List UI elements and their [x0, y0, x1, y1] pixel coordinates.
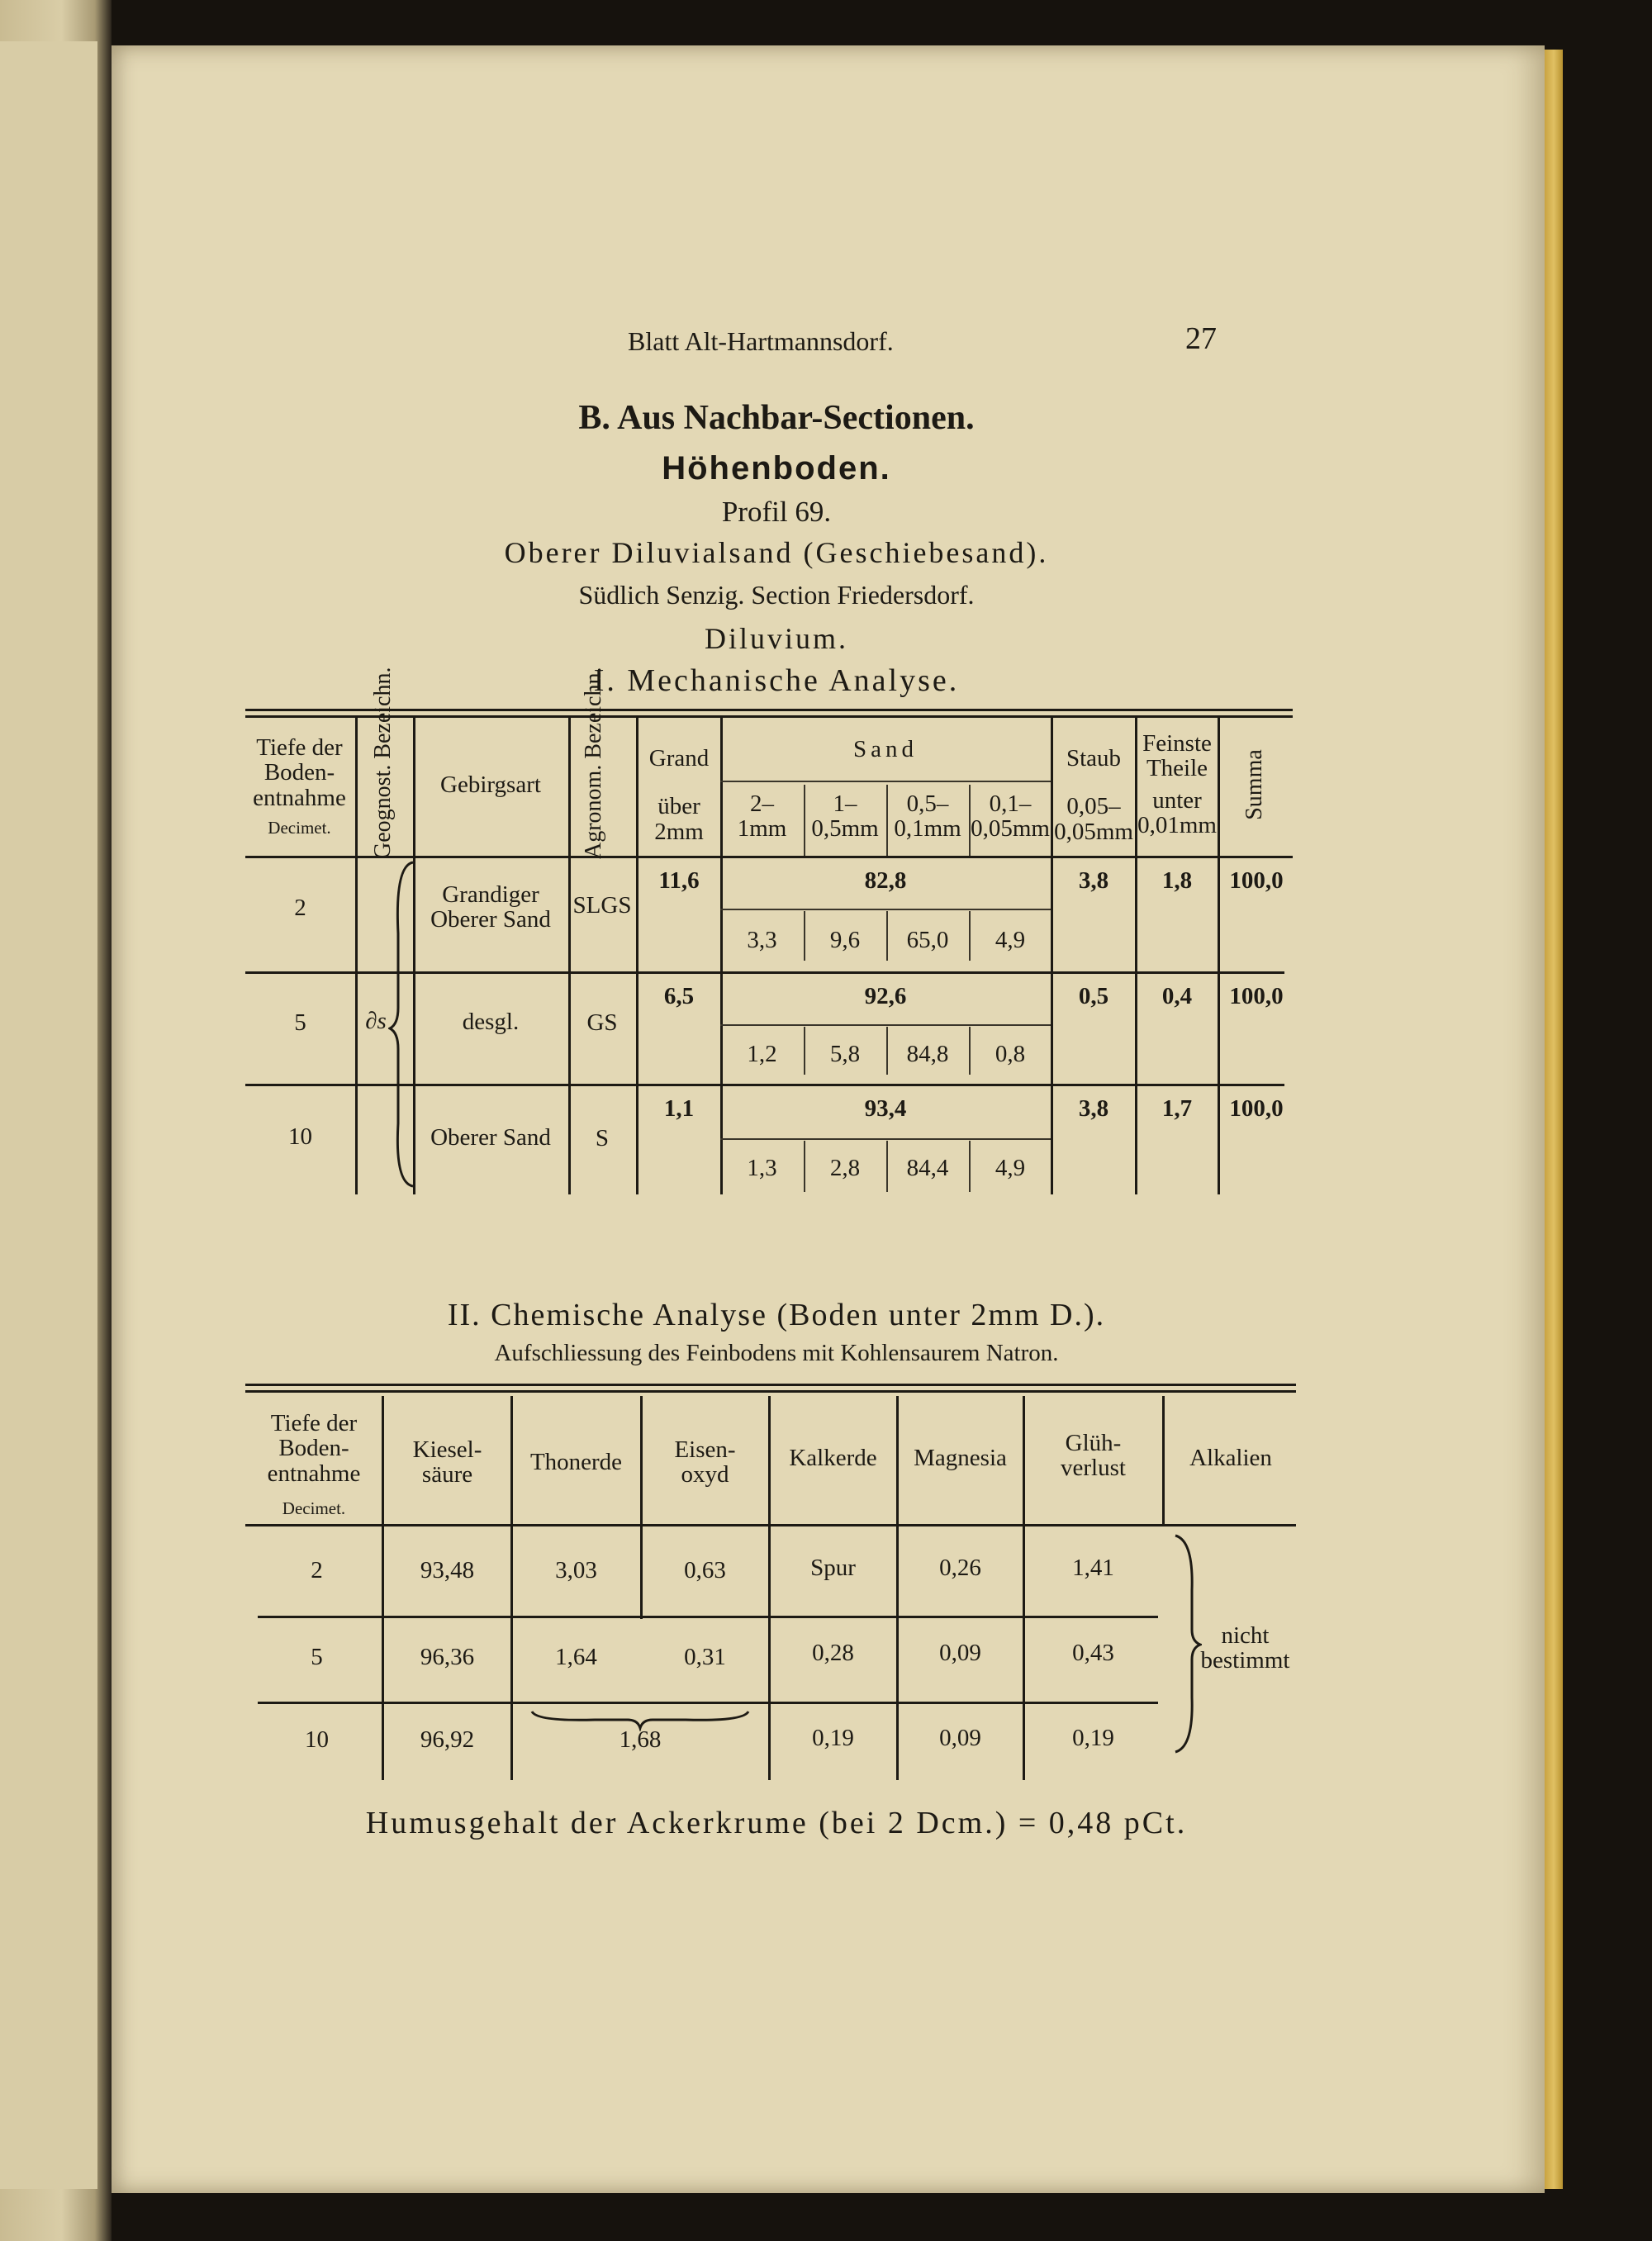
profile-title: Profil 69.	[721, 496, 832, 528]
mech-row1-sand-4: 4,9	[995, 927, 1026, 953]
gilt-page-edge	[1545, 50, 1563, 2189]
alkalien-header: Alkalien	[1189, 1445, 1272, 1471]
location-title: Südlich Senzig. Section Friedersdorf.	[578, 580, 975, 610]
gebirgsart-header: Gebirgsart	[440, 772, 541, 798]
mech-row2-sand-2: 5,8	[829, 1041, 861, 1067]
book-spine	[0, 0, 112, 2241]
mech-row1-gebirgsart: Grandiger Oberer Sand	[430, 881, 551, 933]
chem-row3-gluh: 0,19	[1072, 1725, 1114, 1751]
soil-title: Oberer Diluvialsand (Geschiebesand).	[504, 536, 1049, 569]
summa-header: Summa	[1241, 749, 1267, 820]
chem-row1-kalk: Spur	[810, 1555, 856, 1581]
mech-row2-sand-total: 92,6	[864, 983, 907, 1009]
formation-title: Diluvium.	[704, 622, 848, 655]
section-title: B. Aus Nachbar-Sectionen.	[578, 399, 975, 437]
mech-row3-sand-3: 84,4	[906, 1155, 949, 1181]
mech-row3-staub: 3,8	[1078, 1095, 1109, 1122]
humus-note: Humusgehalt der Ackerkrume (bei 2 Dcm.) = 0,48 pCt.	[365, 1806, 1188, 1840]
kalkerde-header: Kalkerde	[789, 1445, 877, 1471]
mech-row1-feinste: 1,8	[1161, 867, 1193, 894]
mech-row1-agronom: SLGS	[572, 892, 632, 919]
depth-header: Tiefe der Boden- entnahme Decimet.	[253, 734, 346, 838]
sand-sub-header-4: 0,1– 0,05mm	[971, 791, 1050, 843]
analysis1-title: I. Mechanische Analyse.	[593, 663, 960, 698]
mech-row3-depth: 10	[288, 1123, 312, 1150]
geognost-header: Geognost. Bezeichn.	[370, 667, 396, 859]
chem-row2-kiesel: 96,36	[420, 1644, 475, 1670]
grand-header: Grand über 2mm	[648, 745, 710, 845]
mech-row3-summa: 100,0	[1229, 1095, 1284, 1122]
chem-row2-magnesia: 0,09	[939, 1640, 981, 1666]
mech-row1-grand: 11,6	[658, 867, 700, 894]
page-number: 27	[1185, 321, 1217, 356]
chem-row3-kalk: 0,19	[812, 1725, 854, 1751]
staub-header: Staub 0,05– 0,05mm	[1054, 745, 1133, 845]
mech-row1-staub: 3,8	[1078, 867, 1109, 894]
mech-row3-sand-2: 2,8	[829, 1155, 861, 1181]
agronom-header: Agronom. Bezeichn.	[581, 667, 606, 859]
mech-row1-sand-3: 65,0	[906, 927, 949, 953]
kiesel-header: Kiesel- säure	[412, 1436, 482, 1488]
running-title: Blatt Alt-Hartmannsdorf.	[628, 326, 894, 356]
mech-row2-staub: 0,5	[1078, 983, 1109, 1009]
mech-row2-grand: 6,5	[663, 983, 695, 1009]
chem-subtitle: Aufschliessung des Feinbodens mit Kohlensaurem Natron.	[494, 1340, 1059, 1366]
chem-row1-magnesia: 0,26	[939, 1555, 981, 1581]
mech-row2-gebirgsart: desgl.	[462, 1009, 520, 1035]
chem-row2-eisen: 0,31	[684, 1644, 726, 1670]
eisen-header: Eisen- oxyd	[674, 1436, 736, 1488]
mech-row2-sand-1: 1,2	[747, 1041, 777, 1067]
mech-row2-sand-3: 84,8	[906, 1041, 949, 1067]
sand-sub-header-2: 1– 0,5mm	[811, 791, 879, 843]
mech-row1-sand-2: 9,6	[829, 927, 861, 953]
mech-row2-sand-4: 0,8	[995, 1041, 1026, 1067]
mech-row1-sand-total: 82,8	[864, 867, 907, 894]
mech-row3-sand-1: 1,3	[747, 1155, 777, 1181]
sand-sub-header-1: 2– 1mm	[737, 791, 787, 843]
mech-row2-feinste: 0,4	[1161, 983, 1193, 1009]
mech-row3-feinste: 1,7	[1161, 1095, 1193, 1122]
chem-row3-thon-eisen: 1,68	[619, 1726, 662, 1753]
chem-row1-thonerde: 3,03	[555, 1557, 597, 1583]
mech-row2-depth: 5	[294, 1009, 306, 1036]
mech-row3-sand-4: 4,9	[995, 1155, 1026, 1181]
chem-row2-kalk: 0,28	[812, 1640, 854, 1666]
mech-row3-sand-total: 93,4	[864, 1095, 907, 1122]
chem-row3-depth: 10	[305, 1726, 329, 1753]
chem-row3-kiesel: 96,92	[420, 1726, 475, 1753]
chem-row2-thonerde: 1,64	[555, 1644, 597, 1670]
chem-row3-magnesia: 0,09	[939, 1725, 981, 1751]
mech-row1-depth: 2	[294, 895, 306, 921]
mech-row1-sand-1: 3,3	[747, 927, 777, 953]
facing-page	[0, 41, 97, 2189]
mech-row3-agronom: S	[595, 1125, 610, 1151]
geognost-symbol: ∂s	[365, 1008, 387, 1034]
chem-depth-header: Tiefe der Boden- entnahme Decimet.	[267, 1410, 361, 1519]
sand-header: Sand	[853, 736, 918, 762]
magnesia-header: Magnesia	[914, 1445, 1007, 1471]
mech-row3-gebirgsart: Oberer Sand	[430, 1124, 551, 1151]
subsection-title: Höhenboden.	[662, 450, 891, 487]
sand-sub-header-3: 0,5– 0,1mm	[894, 791, 961, 843]
gluh-header: Glüh- verlust	[1061, 1430, 1126, 1482]
mech-row3-grand: 1,1	[663, 1095, 695, 1122]
mech-row1-summa: 100,0	[1229, 867, 1284, 894]
feinste-header: Feinste Theile unter 0,01mm	[1137, 730, 1217, 839]
chem-row2-depth: 5	[311, 1644, 323, 1670]
thonerde-header: Thonerde	[529, 1449, 623, 1475]
mech-row2-agronom: GS	[586, 1009, 618, 1036]
chem-row1-depth: 2	[311, 1557, 323, 1583]
chem-row1-kiesel: 93,48	[420, 1557, 475, 1583]
chem-row2-gluh: 0,43	[1072, 1640, 1114, 1666]
mech-row2-summa: 100,0	[1229, 983, 1284, 1009]
chem-row1-eisen: 0,63	[684, 1557, 726, 1583]
alkalien-note: nicht bestimmt	[1200, 1622, 1290, 1674]
chem-title: II. Chemische Analyse (Boden unter 2mm D.).	[447, 1298, 1106, 1332]
chem-row1-gluh: 1,41	[1072, 1555, 1114, 1581]
